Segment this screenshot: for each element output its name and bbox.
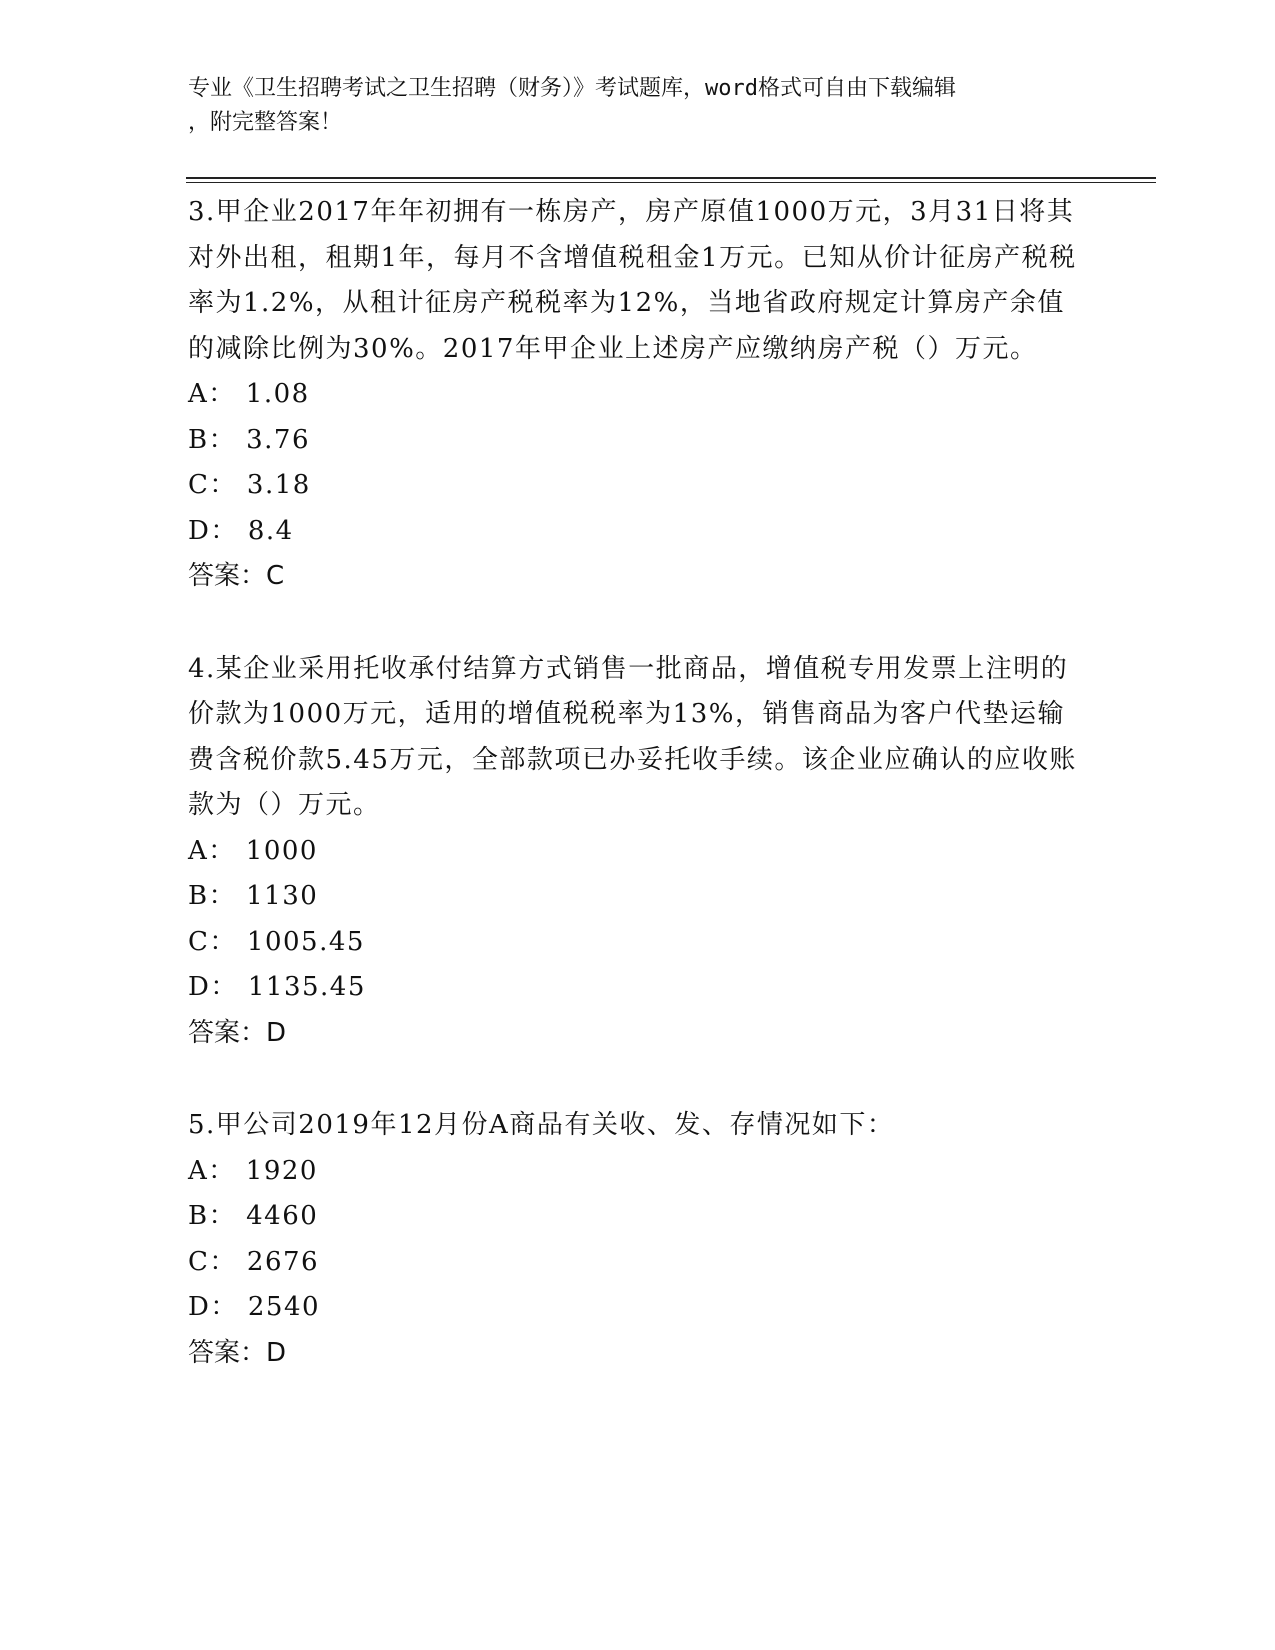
option-b: [188, 1194, 1078, 1240]
answer-line: 答案：D: [188, 1017, 287, 1048]
option-value: 4460: [246, 1201, 319, 1231]
option-key: C：: [188, 1246, 237, 1277]
option-value: 2540: [247, 1292, 321, 1322]
option-key: B：: [188, 424, 237, 455]
option-key: A：: [188, 1155, 236, 1186]
option-key: D：: [188, 515, 238, 546]
option-key: A：: [188, 379, 236, 409]
option-value: 1000: [245, 835, 318, 866]
option-d: [188, 965, 1078, 1011]
option-key: B：: [188, 1201, 237, 1231]
option-key: D：: [188, 972, 238, 1002]
option-value: 8.4: [247, 515, 294, 546]
question-stem: 4.某企业采用托收承付结算方式销售一批商品，增值税专用发票上注明的价款为1000万元，适用的增值税税率为13%，销售商品为客户代垫运输费含税价款5.45万元，全部款项已办妥托收手续。该企业应确认的应收账款为（）万元。: [188, 653, 1077, 820]
option-value: 1.08: [245, 379, 310, 409]
option-key: C：: [188, 926, 237, 957]
option-c: [188, 920, 1078, 966]
option-b: [188, 874, 1078, 920]
option-value: 1130: [246, 881, 319, 911]
option-key: C：: [188, 470, 237, 500]
question-4: [188, 647, 1078, 1057]
option-a: [188, 372, 1078, 418]
option-value: 2676: [246, 1246, 320, 1277]
document-header: [188, 72, 1068, 140]
question-stem: 3.甲企业2017年年初拥有一栋房产，房产原值1000万元，3月31日将其对外出租，租期1年，每月不含增值税租金1万元。已知从价计征房产税税率为1.2%，从租计征房产税税率为12%，当地省政府规定计算房产余值的减除比例为30%。2017年甲企业上述房产应缴纳房产税（）万元。: [188, 197, 1077, 364]
question-5: [188, 1103, 1078, 1376]
option-key: D：: [188, 1292, 238, 1322]
answer-line: 答案：D: [188, 1337, 287, 1368]
header-divider: [186, 177, 1156, 183]
option-b: [188, 418, 1078, 464]
option-a: [188, 829, 1078, 875]
option-d: [188, 1285, 1078, 1331]
option-c: [188, 463, 1078, 509]
option-value: 1920: [245, 1155, 318, 1186]
option-value: 3.76: [246, 424, 310, 455]
option-value: 3.18: [246, 470, 311, 500]
question-3: [188, 190, 1078, 600]
option-key: A：: [188, 835, 236, 866]
option-key: B：: [188, 881, 237, 911]
option-d: [188, 509, 1078, 555]
answer-line: 答案：C: [188, 561, 285, 591]
question-list: [188, 190, 1078, 1423]
option-value: 1005.45: [246, 926, 365, 957]
header-title-line-2: ，附完整答案！: [188, 110, 343, 135]
option-a: [188, 1149, 1078, 1195]
header-title-line: 专业《卫生招聘考试之卫生招聘（财务）》考试题库，word格式可自由下载编辑: [188, 76, 956, 101]
question-stem: 5.甲公司2019年12月份A商品有关收、发、存情况如下：: [188, 1110, 895, 1140]
option-value: 1135.45: [247, 972, 366, 1002]
option-c: [188, 1240, 1078, 1286]
